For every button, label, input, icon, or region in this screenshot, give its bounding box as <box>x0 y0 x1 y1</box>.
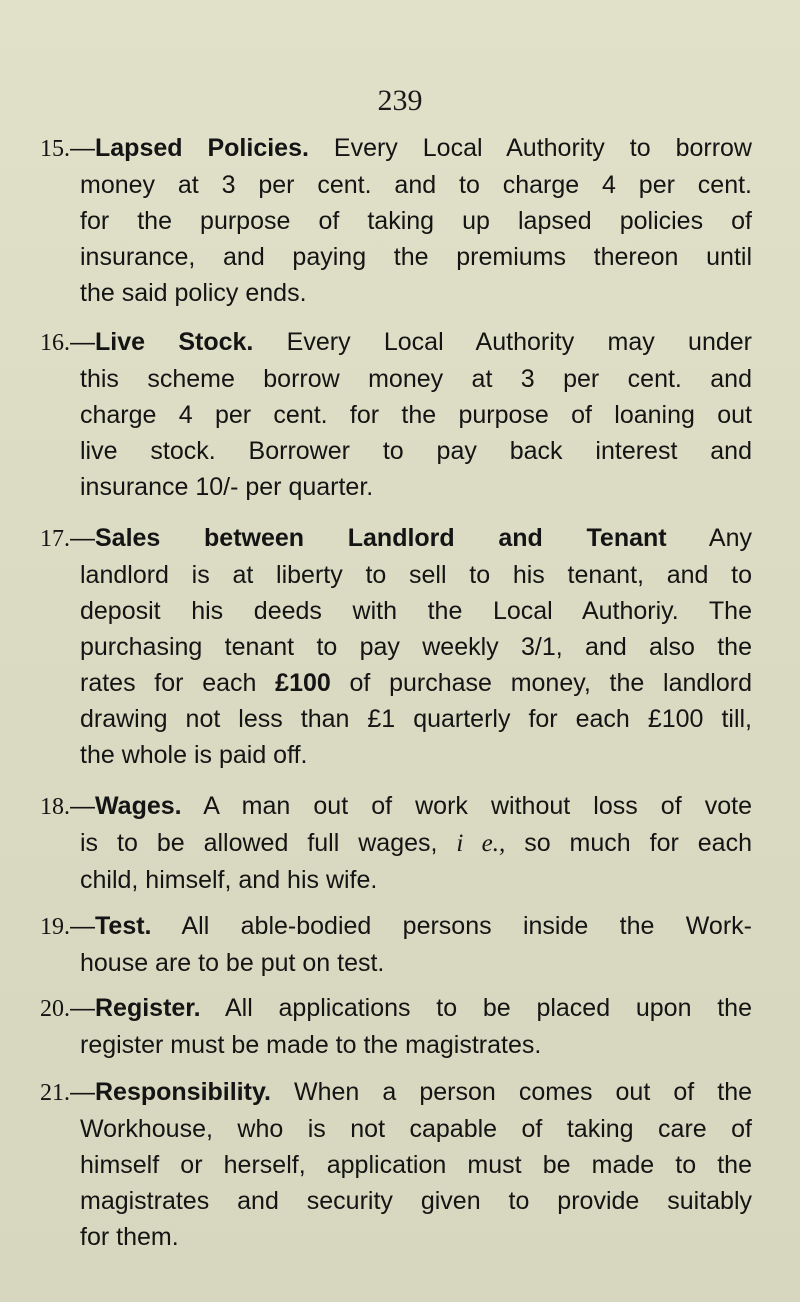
section-16 <box>40 324 752 505</box>
italic-abbrev: i e., <box>456 830 506 857</box>
section-line: insurance, and paying the premiums thereon until <box>80 243 752 271</box>
section-line: Workhouse, who is not capable of taking care of <box>80 1115 752 1143</box>
section-line: child, himself, and his wife. <box>80 866 378 894</box>
section-first-line: 21.—Responsibility. When a person comes out of the <box>40 1078 752 1106</box>
section-line: drawing not less than £1 quarterly for each £100 till, <box>80 705 752 733</box>
section-heading: Wages. <box>95 792 182 820</box>
section-first-line: 16.—Live Stock. Every Local Authority may under <box>40 328 752 356</box>
section-number: 20. <box>40 996 70 1022</box>
section-heading: Test. <box>95 912 152 940</box>
section-line: himself or herself, application must be made to the <box>80 1151 752 1179</box>
section-first-line: 17.—Sales between Landlord and Tenant Any <box>40 524 753 552</box>
section-line: A man out of work without loss of vote <box>181 792 752 820</box>
page-number: 239 <box>377 84 423 117</box>
section-18 <box>40 788 752 898</box>
section-line: deposit his deeds with the Local Authoriy. The <box>80 597 752 625</box>
amount-emphasis: £100 <box>275 669 331 697</box>
section-first-line: 15.—Lapsed Policies. Every Local Authority to borrow <box>40 134 752 162</box>
section-line: the said policy ends. <box>80 279 307 307</box>
section-first-line: 18.—Wages. A man out of work without loss of vote <box>40 792 752 820</box>
section-line: charge 4 per cent. for the purpose of loaning out <box>80 401 752 429</box>
section-heading: Live Stock. <box>95 328 254 356</box>
section-line: register must be made to the magistrates. <box>80 1031 542 1059</box>
section-line: landlord is at liberty to sell to his tenant, and to <box>80 561 752 589</box>
section-line: magistrates and security given to provide suitably <box>80 1187 752 1215</box>
section-number: 19. <box>40 914 70 940</box>
section-15 <box>40 130 752 311</box>
section-first-line: 20.—Register. All applications to be placed upon the <box>40 994 752 1022</box>
section-17 <box>40 520 752 773</box>
section-line: this scheme borrow money at 3 per cent. and <box>80 365 752 393</box>
section-first-line: 19.—Test. All able-bodied persons inside the Work- <box>40 912 752 940</box>
section-line: All applications to be placed upon the <box>200 994 752 1022</box>
section-number: 18. <box>40 794 70 820</box>
section-19 <box>40 908 752 981</box>
section-20 <box>40 990 752 1063</box>
section-number: 15. <box>40 136 70 162</box>
section-line: purchasing tenant to pay weekly 3/1, and also the <box>80 633 752 661</box>
section-line: for them. <box>80 1223 179 1251</box>
section-heading: Register. <box>95 994 201 1022</box>
section-number: 21. <box>40 1080 70 1106</box>
section-line: insurance 10/- per quarter. <box>80 473 374 501</box>
section-21 <box>40 1074 752 1255</box>
section-line: money at 3 per cent. and to charge 4 per cent. <box>80 171 752 199</box>
section-line: the whole is paid off. <box>80 741 308 769</box>
section-line: Every Local Authority may under <box>253 328 752 356</box>
section-heading: Sales between Landlord and Tenant <box>95 524 667 552</box>
section-number: 17. <box>40 526 70 552</box>
section-line: rates for each £100 of purchase money, the landlord <box>80 669 752 697</box>
section-line: for the purpose of taking up lapsed policies of <box>80 207 752 235</box>
section-number: 16. <box>40 330 70 356</box>
section-line: All able-bodied persons inside the Work- <box>151 912 752 940</box>
section-line: When a person comes out of the <box>270 1078 752 1106</box>
section-line: is to be allowed full wages, i e., so much for each <box>80 829 752 857</box>
section-line: Every Local Authority to borrow <box>308 134 752 162</box>
section-heading: Responsibility. <box>95 1078 271 1106</box>
section-line: house are to be put on test. <box>80 949 385 977</box>
section-line: Any <box>666 524 753 552</box>
section-line: live stock. Borrower to pay back interest and <box>80 437 752 465</box>
section-heading: Lapsed Policies. <box>95 134 309 162</box>
